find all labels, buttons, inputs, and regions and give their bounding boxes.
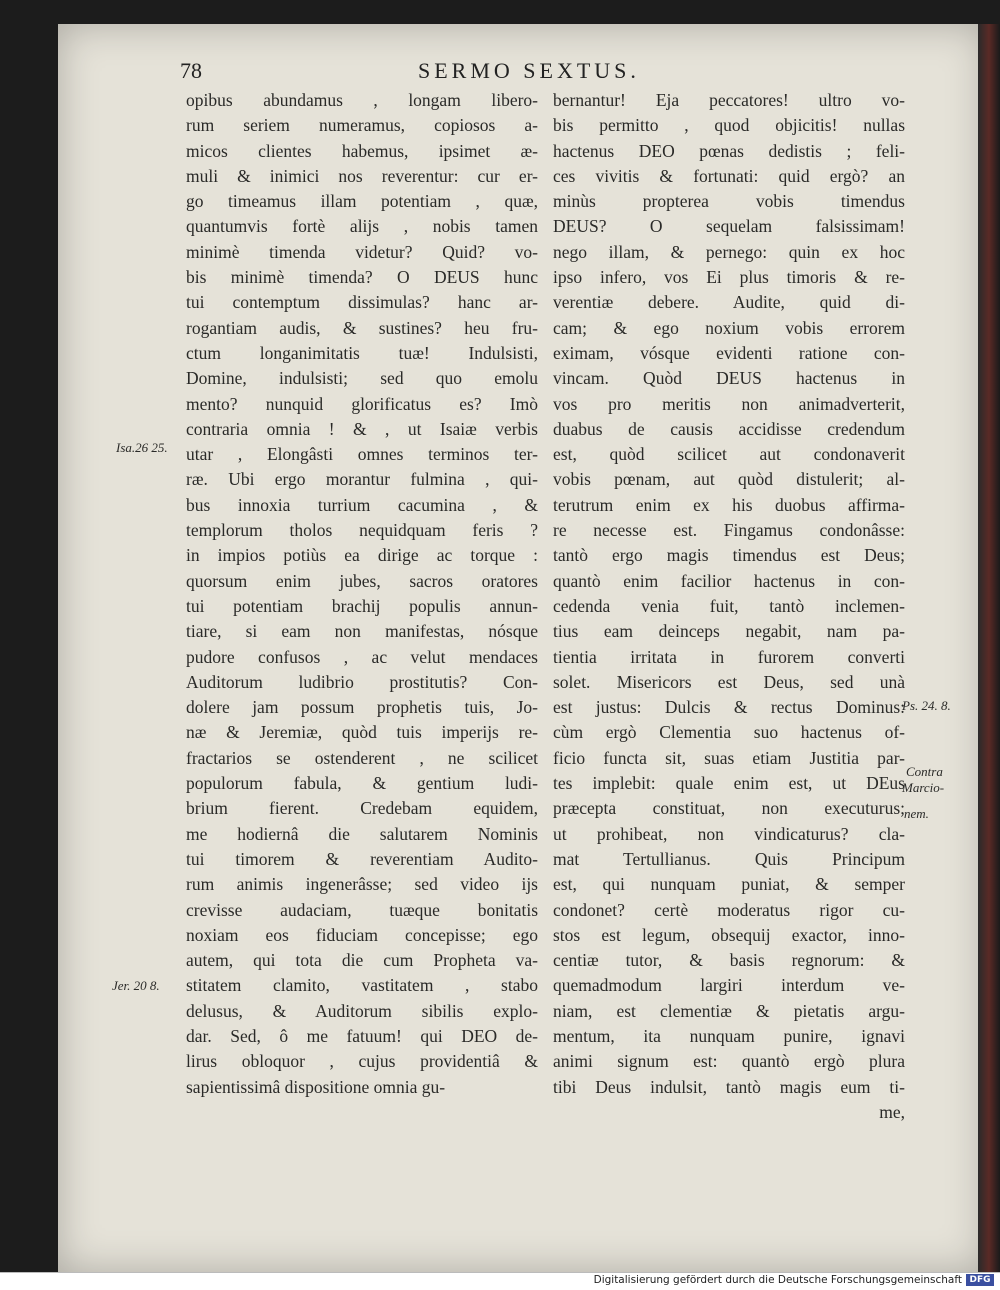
right-column-line: quantò enim facilior hactenus in con-: [553, 570, 905, 591]
left-column-line: mento? nunquid glorificatus es? Imò: [186, 393, 538, 414]
left-column-line: autem, qui tota die cum Propheta va-: [186, 950, 538, 971]
right-column-line: bis permitto , quod objicitis! nullas: [553, 115, 905, 136]
left-column-line: fractarios se ostenderent , ne scilicet: [186, 747, 538, 768]
left-column-line: sapientissimâ dispositione omnia gu-: [186, 1076, 446, 1097]
right-column-line: tientia irritata in furorem converti: [553, 646, 905, 667]
margin-note-psalm: Ps. 24. 8.: [902, 698, 951, 713]
left-column-line: noxiam eos fiduciam concepisse; ego: [186, 924, 538, 945]
right-column-line: cam; & ego noxium vobis errorem: [553, 317, 905, 338]
right-column-line: centiæ tutor, & basis regnorum: &: [553, 950, 905, 971]
dfg-logo: DFG: [966, 1274, 994, 1286]
left-column-line: stitatem clamito, vastitatem , stabo: [186, 975, 538, 996]
left-text-column: [186, 88, 538, 1100]
right-column-line: hactenus DEO pœnas dedistis ; feli-: [553, 140, 905, 161]
left-column-line: Domine, indulsisti; sed quo emolu: [186, 368, 538, 389]
right-column-line: quemadmodum largiri interdum ve-: [553, 975, 905, 996]
left-column-line: quantumvis fortè alijs , nobis tamen: [186, 216, 538, 237]
right-column-line: tes implebit: quale enim est, ut DEus: [553, 773, 905, 794]
left-column-line: Auditorum ludibrio prostitutis? Con-: [186, 671, 538, 692]
page-header: [180, 58, 910, 88]
right-column-line: est, qui nunquam puniat, & semper: [553, 874, 905, 895]
left-column-line: opibus abundamus , longam libero-: [186, 90, 538, 110]
right-column-line: nego illam, & pernego: quin ex hoc: [553, 241, 905, 262]
right-column-line: niam, est clementiæ & pietatis argu-: [553, 1000, 905, 1021]
left-column-line: populorum fabula, & gentium ludi-: [186, 773, 538, 794]
page-edge: [978, 24, 1000, 1272]
right-column-line: condonet? certè moderatus rigor cu-: [553, 899, 905, 920]
margin-note-marcio: Marcio-: [902, 780, 945, 795]
left-column-line: delusus, & Auditorum sibilis explo-: [186, 1000, 538, 1021]
left-column-line: pudore confusos , ac velut mendaces: [186, 646, 538, 667]
page-number: 78: [180, 58, 202, 83]
margin-note-contra: Contra: [906, 764, 943, 779]
left-column-line: in impios potiùs ea dirige ac torque :: [186, 545, 538, 566]
right-column-line: ut prohibeat, non vindicaturus? cla-: [553, 823, 905, 844]
right-column-line: duabus de causis accidisse credendum: [553, 418, 905, 439]
right-column-line: DEUS? O sequelam falsissimam!: [553, 216, 905, 237]
left-column-line: quorsum enim jubes, sacros oratores: [186, 570, 538, 591]
left-column-line: lirus obloquor , cujus providentiâ &: [186, 1051, 538, 1072]
left-column-line: tui contemptum dissimulas? hanc ar-: [186, 292, 538, 313]
left-column-line: muli & inimici nos reverentur: cur er-: [186, 165, 538, 186]
right-column-line: ces vivitis & fortunati: quid ergò? an: [553, 165, 905, 186]
right-column-line: verentiæ debere. Audite, quid di-: [553, 292, 905, 313]
right-text-column: [553, 88, 905, 1125]
margin-note-isaiah: Isa.26 25.: [116, 440, 168, 455]
left-column-line: contraria omnia ! & , ut Isaiæ verbis: [186, 418, 538, 439]
right-column-line: est, quòd scilicet aut condonaverit: [553, 444, 905, 465]
left-column-line: tiare, si eam non manifestas, nósque: [186, 621, 538, 642]
right-column-line: mat Tertullianus. Quis Principum: [553, 848, 905, 869]
left-column-line: dolere jam possum prophetis tuis, Jo-: [186, 697, 538, 718]
right-column-line: vos pro meritis non animadverterit,: [553, 393, 905, 414]
left-column-line: rum animis ingenerâsse; sed video ijs: [186, 874, 538, 895]
right-column-line: eximam, vósque evidenti ratione con-: [553, 342, 905, 363]
left-column-line: næ & Jeremiæ, quòd tuis imperijs re-: [186, 722, 538, 743]
left-column-line: bis minimè timenda? O DEUS hunc: [186, 267, 538, 288]
left-column-line: brium fierent. Credebam equidem,: [186, 798, 538, 819]
right-column-line: re necesse est. Fingamus condonâsse:: [553, 520, 905, 541]
left-column-line: tui potentiam brachij populis annun-: [186, 595, 538, 616]
left-column-line: templorum tholos nequidquam feris ?: [186, 520, 538, 541]
right-column-line: me,: [879, 1101, 905, 1122]
left-column-line: bus innoxia turrium cacumina , &: [186, 494, 538, 515]
right-column-line: tius eam deinceps negabit, nam pa-: [553, 621, 905, 642]
right-column-line: ipso infero, vos Ei plus timoris & re-: [553, 267, 905, 288]
left-column-line: dar. Sed, ô me fatuum! qui DEO de-: [186, 1025, 538, 1046]
left-column-line: crevisse audaciam, tuæque bonitatis: [186, 899, 538, 920]
right-column-line: animi signum est: quantò ergò plura: [553, 1051, 905, 1072]
left-column-line: me hodiernâ die salutarem Nominis: [186, 823, 538, 844]
right-column-line: cedenda venia fuit, tantò inclemen-: [553, 595, 905, 616]
right-column-line: mentum, ita nunquam punire, ignavi: [553, 1025, 905, 1046]
right-column-line: est justus: Dulcis & rectus Dominus:: [553, 697, 905, 718]
left-column-line: ræ. Ubi ergo morantur fulmina , qui-: [186, 469, 538, 490]
margin-note-nem: nem.: [904, 806, 929, 821]
right-column-line: solet. Misericors est Deus, sed unà: [553, 671, 905, 692]
left-column-line: ctum longanimitatis tuæ! Indulsisti,: [186, 342, 538, 363]
funding-credit: Digitalisierung gefördert durch die Deutsche Forschungsgemeinschaft: [593, 1274, 962, 1286]
right-column-line: tantò ergo magis timendus est Deus;: [553, 545, 905, 566]
right-column-line: tibi Deus indulsit, tantò magis eum ti-: [553, 1076, 905, 1097]
right-column-line: minùs propterea vobis timendus: [553, 191, 905, 212]
left-column-line: minimè timenda videtur? Quid? vo-: [186, 241, 538, 262]
right-column-line: ficio functa sit, suas etiam Justitia par-: [553, 747, 905, 768]
left-column-line: utar , Elongâsti omnes terminos ter-: [186, 444, 538, 465]
running-title: SERMO SEXTUS.: [418, 58, 640, 83]
right-column-line: vobis pœnam, aut quòd distulerit; al-: [553, 469, 905, 490]
right-column-line: bernantur! Eja peccatores! ultro vo-: [553, 90, 905, 110]
left-column-line: go timeamus illam potentiam , quæ,: [186, 191, 538, 212]
left-column-line: rogantiam audis, & sustines? heu fru-: [186, 317, 538, 338]
right-column-line: vincam. Quòd DEUS hactenus in: [553, 368, 905, 389]
left-column-line: micos clientes habemus, ipsimet æ-: [186, 140, 538, 161]
left-column-line: rum seriem numeramus, copiosos a-: [186, 115, 538, 136]
right-column-line: stos est legum, obsequij exactor, inno-: [553, 924, 905, 945]
right-column-line: præcepta constituat, non executurus;: [553, 798, 905, 819]
margin-note-jeremiah: Jer. 20 8.: [112, 978, 160, 993]
left-column-line: tui timorem & reverentiam Audito-: [186, 848, 538, 869]
right-column-line: cùm ergò Clementia suo hactenus of-: [553, 722, 905, 743]
right-column-line: terutrum enim ex his duobus affirma-: [553, 494, 905, 515]
